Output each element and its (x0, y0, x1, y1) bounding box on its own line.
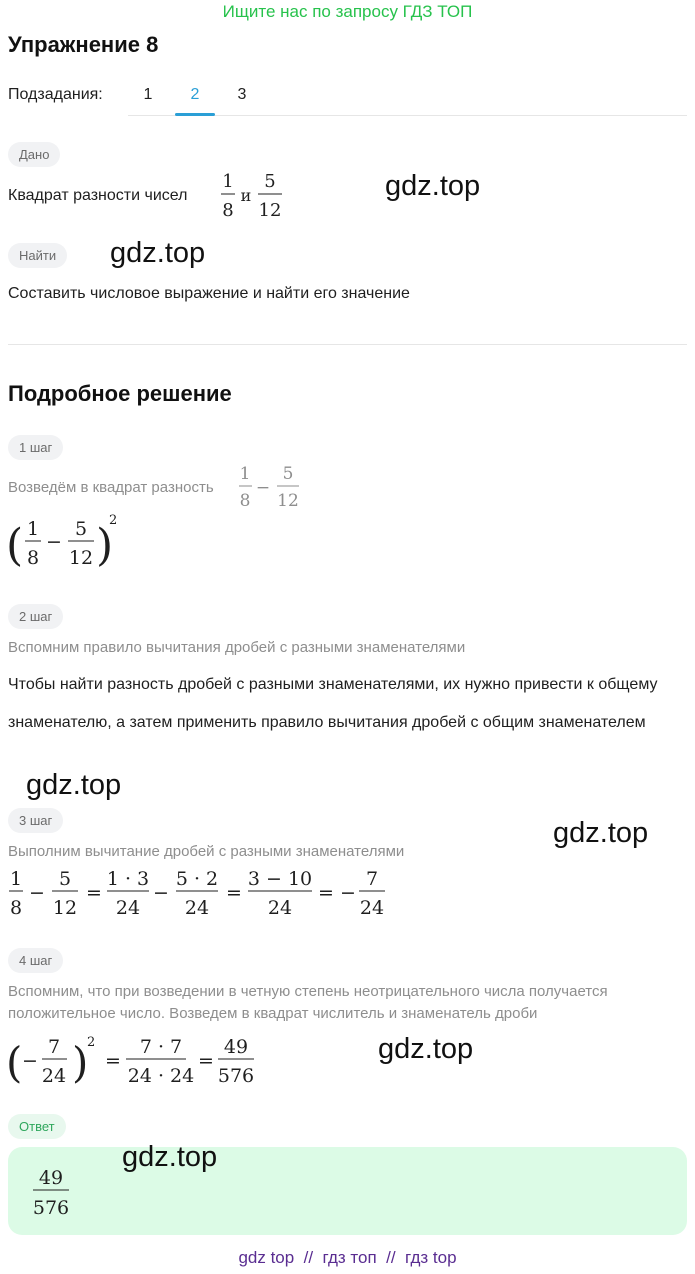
step-1-note-math (234, 461, 304, 513)
s3-f4-num: 5 · 2 (175, 868, 219, 890)
s4-lparen: ( (6, 1038, 23, 1087)
step-4-badge: 4 шаг (8, 948, 63, 973)
s4-f2-den: 24 · 24 (127, 1065, 195, 1087)
step-2-badge: 2 шаг (8, 604, 63, 629)
s3-f3-den: 24 (115, 897, 141, 919)
given-and: и (240, 186, 252, 205)
find-text: Составить числовое выражение и найти его значение (8, 285, 410, 302)
answer-badge: Ответ (8, 1114, 66, 1139)
s4-power: 2 (87, 1035, 96, 1050)
step-4-note-line2: положительное число. Возведем в квадрат числитель и знаменатель дроби (8, 1005, 538, 1022)
step-1-note: Возведём в квадрат разность (8, 479, 214, 496)
given-a-den: 8 (222, 200, 234, 221)
section-divider (8, 344, 687, 345)
answer-fraction (30, 1164, 74, 1220)
s3-f2-num: 5 (58, 868, 72, 890)
s3-f1-num: 1 (9, 868, 23, 890)
step-1-formula (6, 510, 136, 574)
given-fractions (218, 170, 288, 222)
answer-box (8, 1147, 687, 1235)
subtasks-label: Подзадания: (8, 86, 103, 103)
s1-b-den: 12 (68, 547, 94, 569)
s1n-b-den: 12 (277, 491, 299, 511)
s3-op2: − (153, 882, 169, 904)
watermark-5: gdz.top (378, 1033, 474, 1065)
watermark-3: gdz.top (26, 769, 122, 801)
s3-op1: − (29, 882, 45, 904)
find-badge: Найти (8, 243, 67, 268)
s4-f2-num: 7 · 7 (139, 1036, 183, 1058)
s4-f3-den: 576 (217, 1065, 255, 1087)
footer-links[interactable]: gdz top // гдз топ // гдз top (238, 1248, 457, 1267)
s1-a-den: 8 (26, 547, 40, 569)
answer-den: 576 (32, 1197, 70, 1219)
given-b-num: 5 (264, 171, 276, 192)
s4-f3-num: 49 (223, 1036, 249, 1058)
s3-f6-num: 7 (365, 868, 379, 890)
active-tab-indicator (175, 113, 215, 116)
watermark-4: gdz.top (553, 817, 649, 849)
given-a-num: 1 (222, 171, 234, 192)
step-3-formula (4, 863, 394, 921)
s3-f3-num: 1 · 3 (106, 868, 150, 890)
step-2-note: Вспомним правило вычитания дробей с разными знаменателями (8, 639, 466, 656)
step-3-badge: 3 шаг (8, 808, 63, 833)
tab-subtask-3[interactable]: 3 (237, 86, 247, 103)
answer-num: 49 (38, 1167, 64, 1189)
s4-eq2: = (198, 1050, 214, 1072)
s1-rparen: ) (96, 520, 114, 571)
s1n-a-num: 1 (239, 464, 251, 484)
s4-f1-den: 24 (41, 1065, 67, 1087)
step-3-note: Выполним вычитание дробей с разными знаменателями (8, 843, 405, 860)
step-2-paragraph: Чтобы найти разность дробей с разными знаменателями, их нужно привести к общему знаменателю, а затем применить правило вычитания дробей с общим знаменателем (8, 676, 658, 731)
step-1-badge: 1 шаг (8, 435, 63, 460)
given-badge: Дано (8, 142, 60, 167)
s3-f6-den: 24 (359, 897, 385, 919)
given-b-den: 12 (258, 200, 282, 221)
s1-b-num: 5 (74, 518, 88, 540)
solution-title: Подробное решение (8, 381, 232, 406)
s1n-minus: − (255, 478, 271, 498)
s1-power: 2 (109, 513, 118, 528)
s3-eq3: = (318, 882, 334, 904)
s3-f5-num: 3 − 10 (247, 868, 313, 890)
watermark-1: gdz.top (385, 170, 481, 202)
s1-minus: − (46, 531, 62, 553)
watermark-2: gdz.top (110, 237, 206, 269)
s3-f5-den: 24 (267, 897, 293, 919)
s1n-a-den: 8 (239, 491, 251, 511)
s1-a-num: 1 (26, 518, 40, 540)
given-text: Квадрат разности чисел (8, 187, 188, 204)
s3-f1-den: 8 (9, 897, 23, 919)
s3-f2-den: 12 (52, 897, 78, 919)
s4-eq1: = (105, 1050, 121, 1072)
page-title: Упражнение 8 (8, 32, 159, 57)
s4-rparen: ) (72, 1038, 89, 1087)
tab-subtask-1[interactable]: 1 (143, 86, 153, 103)
watermark-6: gdz.top (122, 1141, 218, 1173)
tab-subtask-2[interactable]: 2 (190, 86, 200, 103)
promo-banner: Ищите нас по запросу ГДЗ ТОП (222, 2, 473, 21)
s3-eq2: = (226, 882, 242, 904)
step-4-note-line1: Вспомним, что при возведении в четную степень неотрицательного числа получается (8, 983, 608, 1000)
s4-f1-num: 7 (47, 1036, 61, 1058)
s3-eq1: = (86, 882, 102, 904)
step-4-formula (6, 1029, 266, 1091)
s3-neg: − (340, 882, 356, 904)
s3-f4-den: 24 (184, 897, 210, 919)
s1-lparen: ( (6, 520, 24, 571)
s1n-b-num: 5 (282, 464, 294, 484)
s4-neg: − (22, 1050, 38, 1072)
